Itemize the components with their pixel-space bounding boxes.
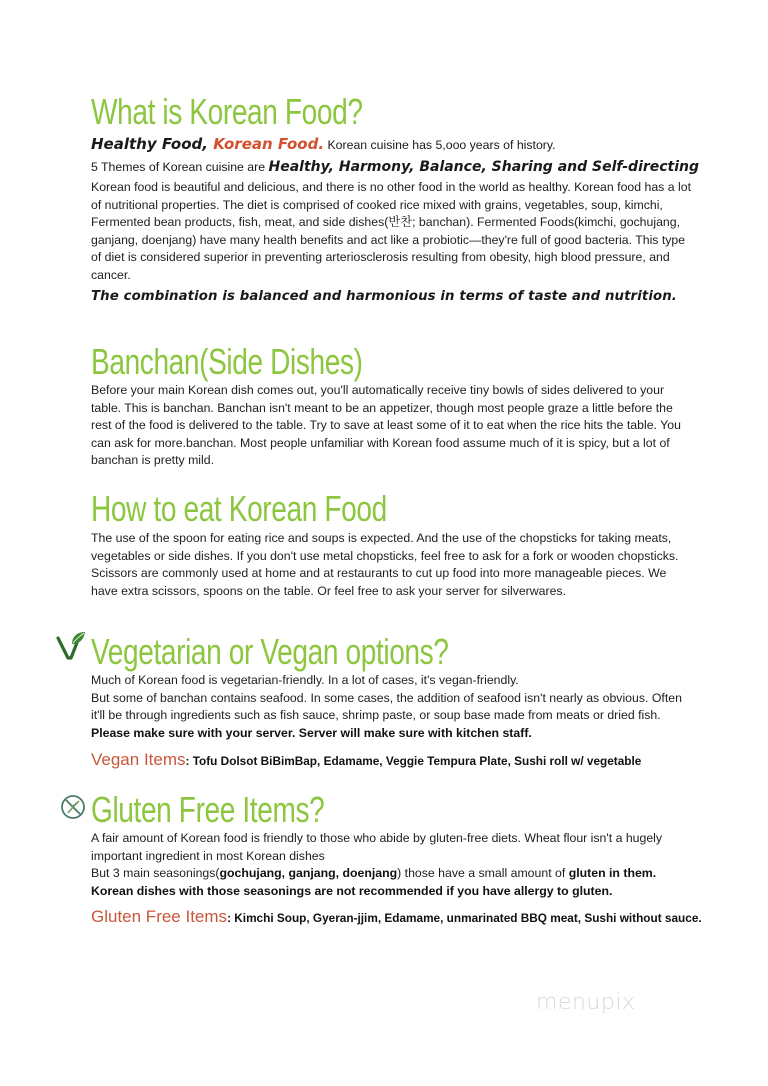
lead-line	[91, 133, 691, 156]
vegan-leaf-icon	[56, 630, 86, 662]
section-title: Banchan(Side Dishes)	[91, 341, 363, 382]
gluten-line-1: A fair amount of Korean food is friendly to those who abide by gluten-free diets. Wheat flour isn't a hugely important ingredient in most Korean dishes	[91, 831, 663, 863]
themes-line	[91, 156, 700, 178]
vegetarian-line-1: Much of Korean food is vegetarian-friendly. In a lot of cases, it's vegan-friendly.	[91, 673, 519, 687]
gluten-free-icon	[60, 794, 86, 820]
themes-script: Healthy, Harmony, Balance, Sharing and Self-directing	[268, 159, 700, 175]
gluten-warning: Korean dishes with those seasonings are not recommended if you have allergy to gluten.	[91, 883, 613, 898]
vegetarian-warning: Please make sure with your server. Server will make sure with kitchen staff.	[91, 725, 532, 740]
section-banchan	[91, 342, 691, 470]
vegetarian-line-2	[91, 690, 691, 743]
gluten-line-2	[91, 865, 691, 883]
section-body: The use of the spoon for eating rice and soups is expected. And the use of the chopsticks for taking meats, vegetables or side dishes. If you don't use metal chopsticks, feel free to ask for a fork or wooden chopsticks. Scissors are commonly used at home and at restaurants to cut up food into more manageable pieces. We have extra scissors, spoons on the table. Or feel free to ask your server for silverwares.	[91, 531, 679, 598]
menupix-watermark: menupix	[536, 990, 636, 1015]
section-title: Vegetarian or Vegan options?	[91, 631, 449, 672]
vegan-items-line	[91, 750, 691, 770]
vegan-items-label: Vegan Items	[91, 750, 186, 769]
lead-accent: Korean Food.	[213, 135, 325, 153]
gluten-line-3	[91, 883, 691, 901]
section-title: Gluten Free Items?	[91, 789, 325, 830]
gluten-free-items-label: Gluten Free Items	[91, 907, 228, 926]
section-title: How to eat Korean Food	[91, 488, 387, 529]
section-what-is-korean-food	[91, 91, 700, 308]
vegetarian-line-2-text: But some of banchan contains seafood. In some cases, the addition of seafood isn't nearly as obvious. Often it'll be through ingredients such as fish sauce, shrimp paste, or soup base made from meats or dried fish.	[91, 690, 682, 722]
lead-script: Healthy Food,	[91, 135, 214, 153]
gluten-free-items-list: : Kimchi Soup, Gyeran-jjim, Edamame, unmarinated BBQ meat, Sushi without sauce.	[227, 911, 702, 925]
gluten-line-2a: But 3 main seasonings(	[91, 866, 220, 880]
section-body: Before your main Korean dish comes out, you'll automatically receive tiny bowls of sides delivered to your table. This is banchan. Banchan isn't meant to be an appetizer, though most people graze a little before the rest of the food is delivered to the table. Try to save at least some of it to eat when the rice hits the table. You can ask for more.banchan. Most people unfamiliar with Korean food assume much of it is spicy, but a lot of banchan is pretty mild.	[91, 383, 681, 467]
section-body: Korean food is beautiful and delicious, and there is no other food in the world as healthy. Korean food has a lot of nutritional properties. The diet is comprised of cooked rice mixed with grains, vegetables, soup, kimchi, Fermented bean products, fish, meat, and side dishes(반찬; banchan). Fermented Foods(kimchi, gochujang, ganjang, doenjang) have many health benefits and act like a probiotic—they're full of good bacteria. This type of diet is considered superior in preventing arteriosclerosis resulting from obesity, high blood pressure, and cancer.	[91, 180, 691, 282]
gluten-line-2b: ) those have a small amount of	[397, 866, 569, 880]
section-vegetarian	[91, 632, 691, 770]
section-title: What is Korean Food?	[91, 91, 363, 132]
section-how-to-eat	[91, 489, 691, 600]
vegan-items-list: : Tofu Dolsot BiBimBap, Edamame, Veggie Tempura Plate, Sushi roll w/ vegetable	[185, 754, 642, 768]
seasonings-list: gochujang, ganjang, doenjang	[219, 866, 398, 880]
gluten-in-them: gluten in them.	[568, 866, 657, 880]
closing-statement: The combination is balanced and harmonious in terms of taste and nutrition.	[91, 289, 677, 304]
themes-plain: 5 Themes of Korean cuisine are	[91, 160, 269, 174]
section-gluten-free	[91, 789, 702, 927]
gluten-free-items-line	[91, 907, 702, 927]
lead-plain: Korean cuisine has 5,ooo years of history.	[324, 138, 556, 152]
